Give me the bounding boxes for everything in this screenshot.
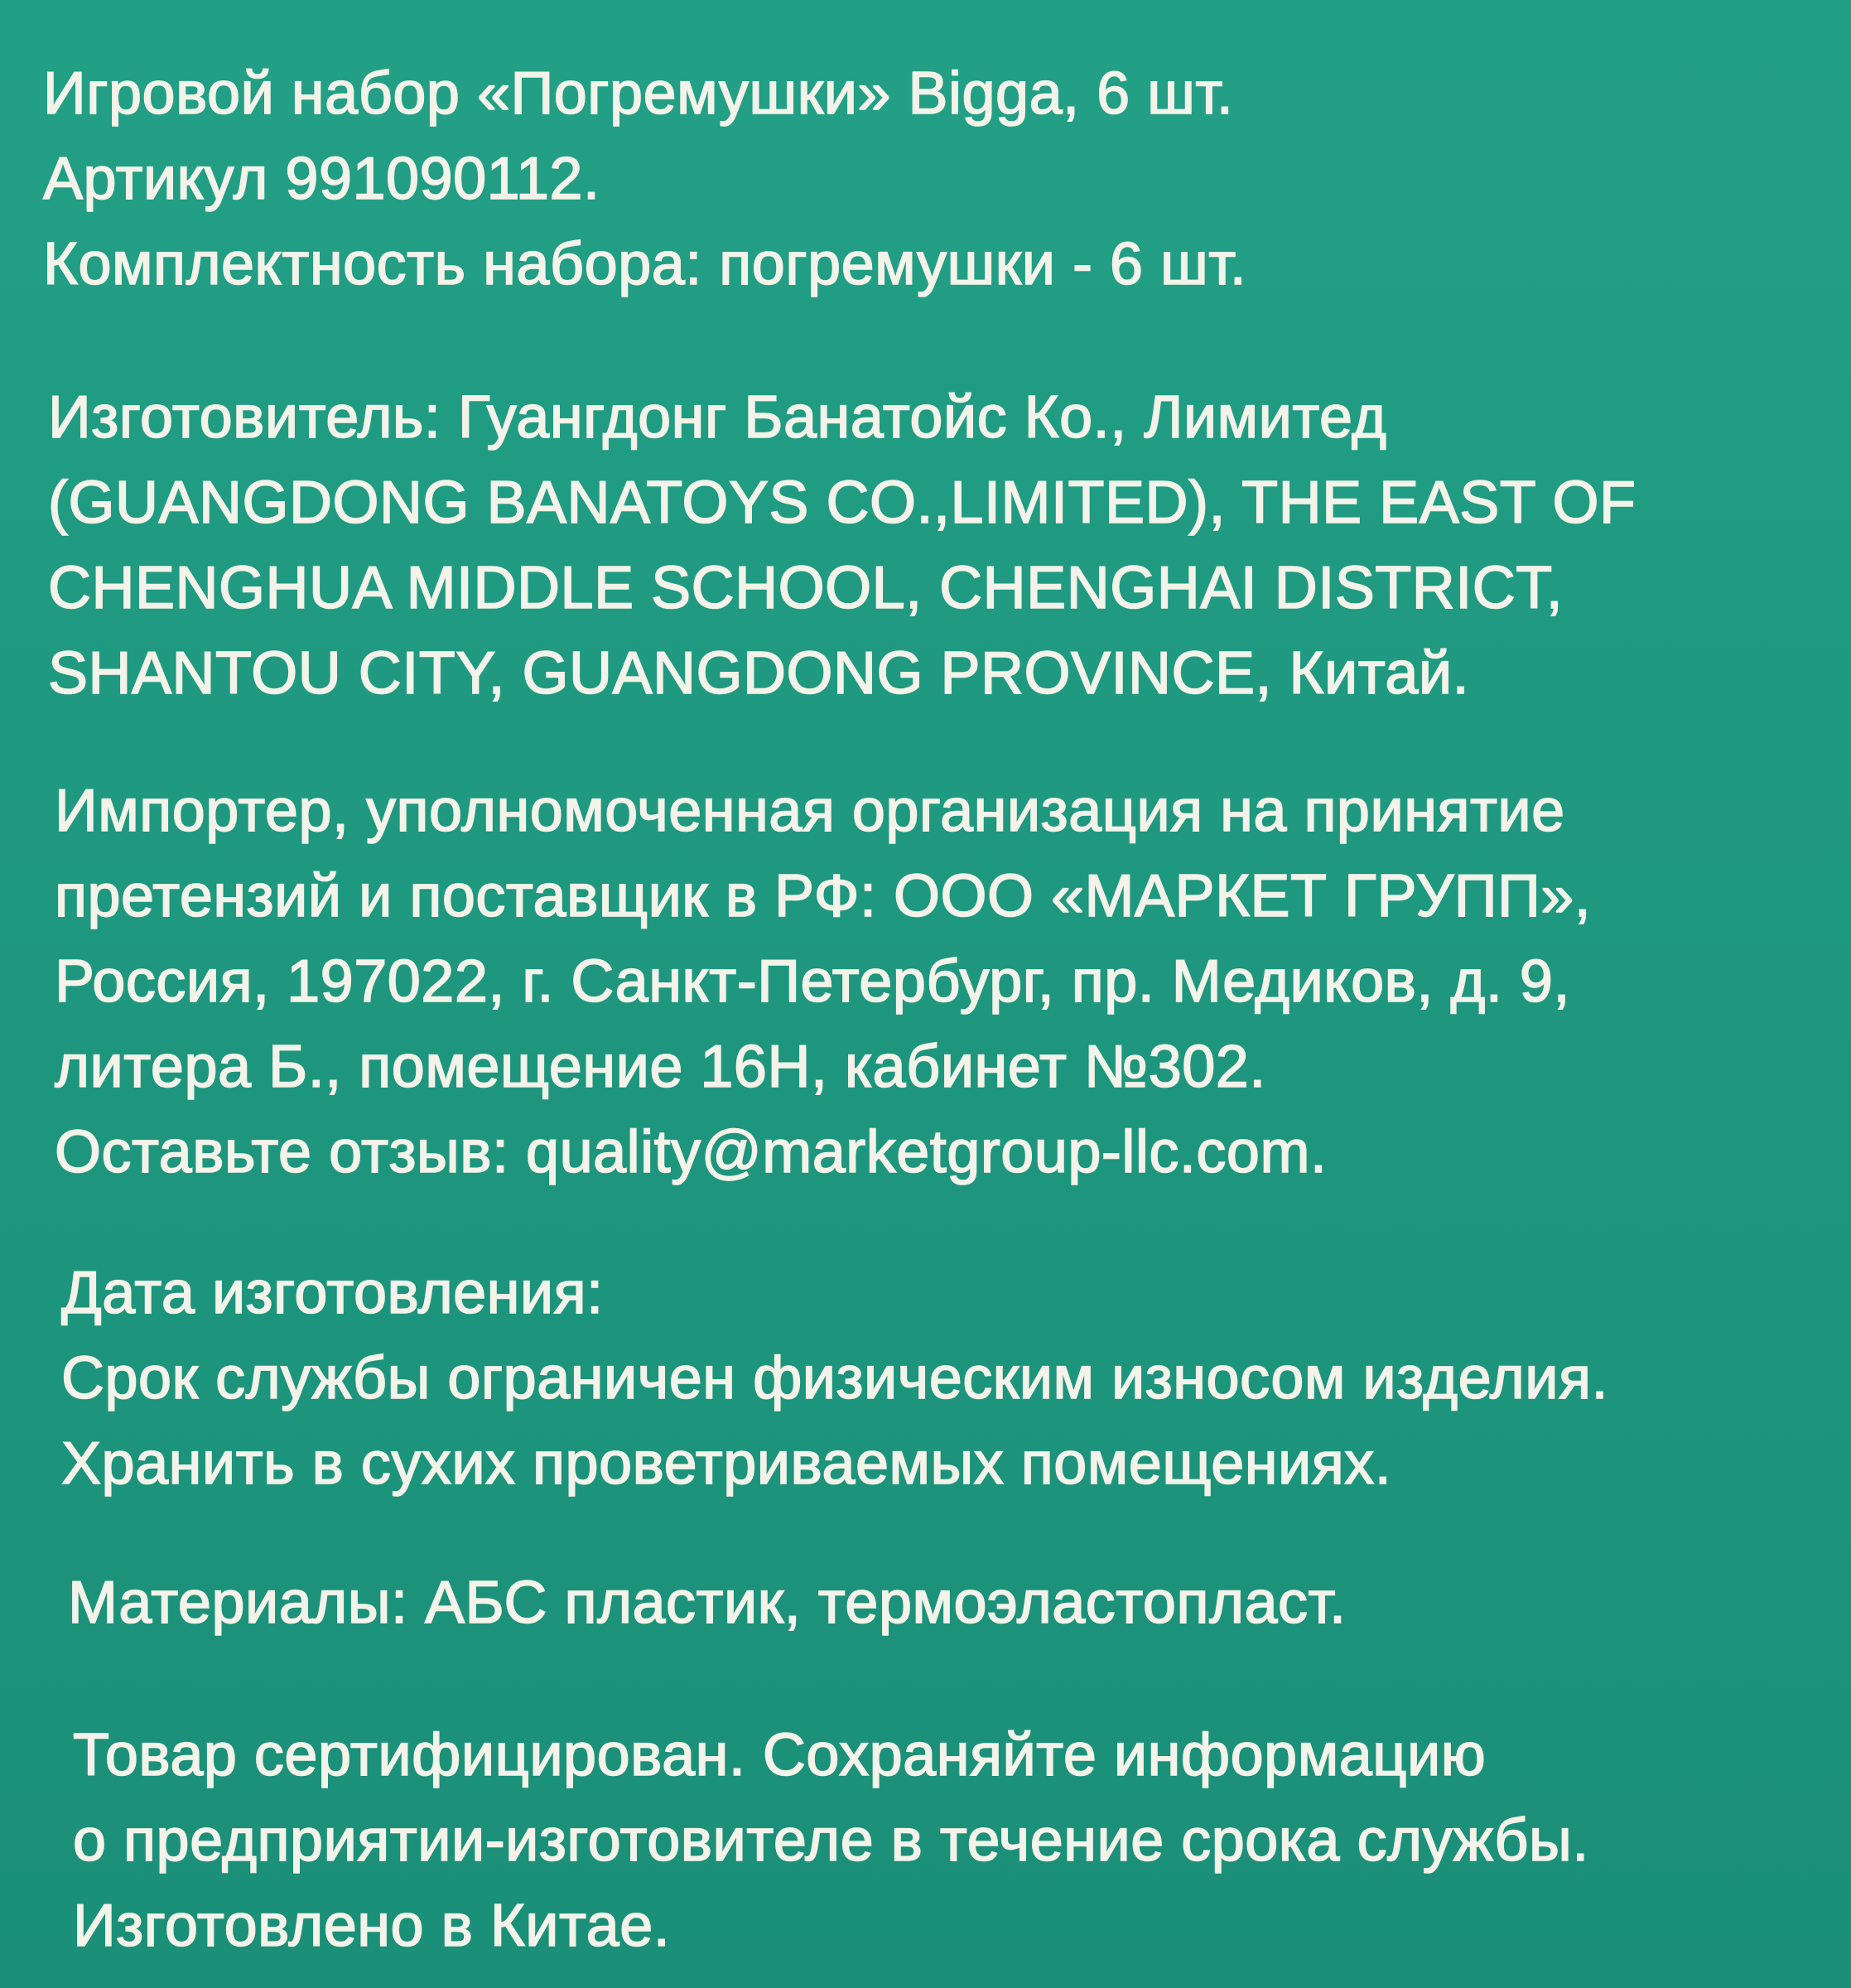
manufacturer-info [48, 375, 1636, 717]
country-of-origin: Изготовлено в Китае. [73, 1893, 671, 1959]
manufacturer-line: SHANTOU CITY, GUANGDONG PROVINCE, Китай. [48, 640, 1470, 707]
importer-line: Импортер, уполномоченная организация на принятие [55, 778, 1565, 844]
importer-line: литера Б., помещение 16Н, кабинет №302. [55, 1034, 1266, 1100]
service-life: Срок службы ограничен физическим износом изделия. [61, 1345, 1608, 1411]
manufacture-date: Дата изготовления: [61, 1260, 604, 1326]
materials: Материалы: АБС пластик, термоэластопласт. [68, 1570, 1347, 1636]
dates-info [61, 1251, 1608, 1507]
article-number: Артикул 991090112. [43, 146, 600, 212]
set-contents: Комплектность набора: погремушки - 6 шт. [43, 231, 1247, 297]
importer-line: претензий и поставщик в РФ: ООО «МАРКЕТ ГРУПП», [55, 863, 1592, 929]
certification-info [73, 1713, 1589, 1969]
importer-line: Россия, 197022, г. Санкт-Петербург, пр. Медиков, д. 9, [55, 948, 1570, 1015]
certification-line: о предприятии-изготовителе в течение срока службы. [73, 1807, 1589, 1874]
certification-line: Товар сертифицирован. Сохраняйте информацию [73, 1722, 1487, 1788]
storage-conditions: Хранить в сухих проветриваемых помещениях. [61, 1431, 1392, 1497]
manufacturer-line: CHENGHUA MIDDLE SCHOOL, CHENGHAI DISTRICT, [48, 555, 1564, 621]
materials-info [68, 1561, 1347, 1646]
manufacturer-line: Изготовитель: Гуангдонг Банатойс Ко., Лимитед [48, 384, 1387, 451]
product-title: Игровой набор «Погремушки» Bigga, 6 шт. [43, 60, 1234, 127]
manufacturer-line: (GUANGDONG BANATOYS CO.,LIMITED), THE EAST OF [48, 470, 1636, 536]
product-info [43, 51, 1246, 307]
importer-info [55, 769, 1591, 1195]
feedback-email: Оставьте отзыв: quality@marketgroup-llc.com. [55, 1119, 1328, 1185]
